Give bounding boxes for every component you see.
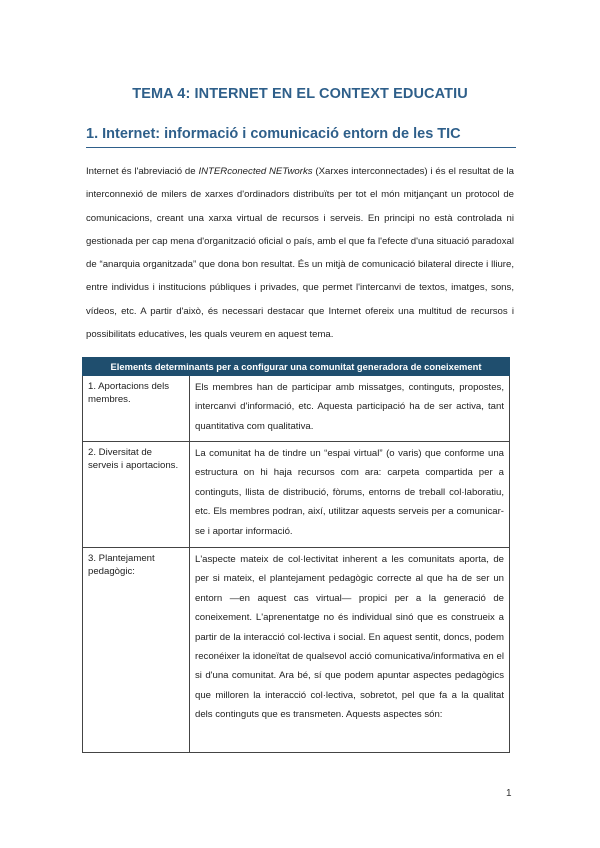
page-number: 1	[506, 788, 512, 799]
table-row	[83, 376, 510, 442]
row-label: 1. Aportacions dels membres.	[83, 376, 190, 442]
section-heading: 1. Internet: informació i comunicació entorn de les TIC	[86, 126, 516, 148]
elements-table	[82, 357, 510, 753]
row-text: Els membres han de participar amb missatges, continguts, propostes, intercanvi d'informació, etc. Aquesta participació ha de ser activa, tant quantitativa com qualitativa.	[190, 376, 510, 442]
row-label: 3. Plantejament pedagògic:	[83, 548, 190, 753]
row-text: L'aspecte mateix de col·lectivitat inherent a les comunitats aporta, de per si mateix, el plantejament pedagògic correcte al que ha de ser un entorn —en aquest cas virtual— propici per a la generació de coneixement. L'aprenentatge no és individual sinó que es construeix a partir de la interacció col·lectiva i social. En aquest sentit, doncs, podem reconéixer la idoneïtat de qualsevol acció comunicativa/informativa en el si d'una comunitat. Ara bé, sí que podem apuntar aspectes pedagògics que milloren la interacció col·lectiva, sobretot, pel que fa a la qualitat dels continguts que es transmeten. Aquests aspectes són:	[190, 548, 510, 753]
intro-text-start: Internet és l'abreviació de	[86, 166, 199, 177]
table-header-row	[83, 358, 510, 376]
intro-text-rest: (Xarxes interconnectades) i és el resultat de la interconnexió de milers de xarxes d'ordinadors distribuïts per tot el món mitjançant un protocol de comunicacions, creant una xarxa virtual de recursos i serveis. En principi no està controlada ni gestionada per cap mena d'organització oficial o país, amb el que fa l'efecte d'una situació paradoxal de “anarquia organitzada” que dona bon resultat. És un mitjà de comunicació bilateral directe i lliure, entre individus i institucions públiques i privades, que permet l'intercanvi de textos, imatges, sons, vídeos, etc. A partir d'això, és necessari destacar que Internet ofereix una multitud de recursos i possibilitats educatives, les quals veurem en aquest tema.	[86, 166, 514, 341]
table-row	[83, 442, 510, 548]
table-row	[83, 548, 510, 753]
row-label: 2. Diversitat de serveis i aportacions.	[83, 442, 190, 548]
intro-paragraph	[86, 160, 514, 346]
document-title: TEMA 4: INTERNET EN EL CONTEXT EDUCATIU	[132, 86, 468, 102]
intro-italic-term: INTERconected NETworks	[198, 166, 313, 177]
row-text: La comunitat ha de tindre un “espai virtual” (o varis) que conforme una estructura on hi haja recursos com ara: carpeta compartida per a continguts, llista de distribució, fòrums, entorns de treball col·laboratiu, etc. Els membres podran, així, utilitzar aquests serveis per a comunicar-se i aportar informació.	[190, 442, 510, 548]
table-header: Elements determinants per a configurar una comunitat generadora de coneixement	[83, 358, 510, 376]
